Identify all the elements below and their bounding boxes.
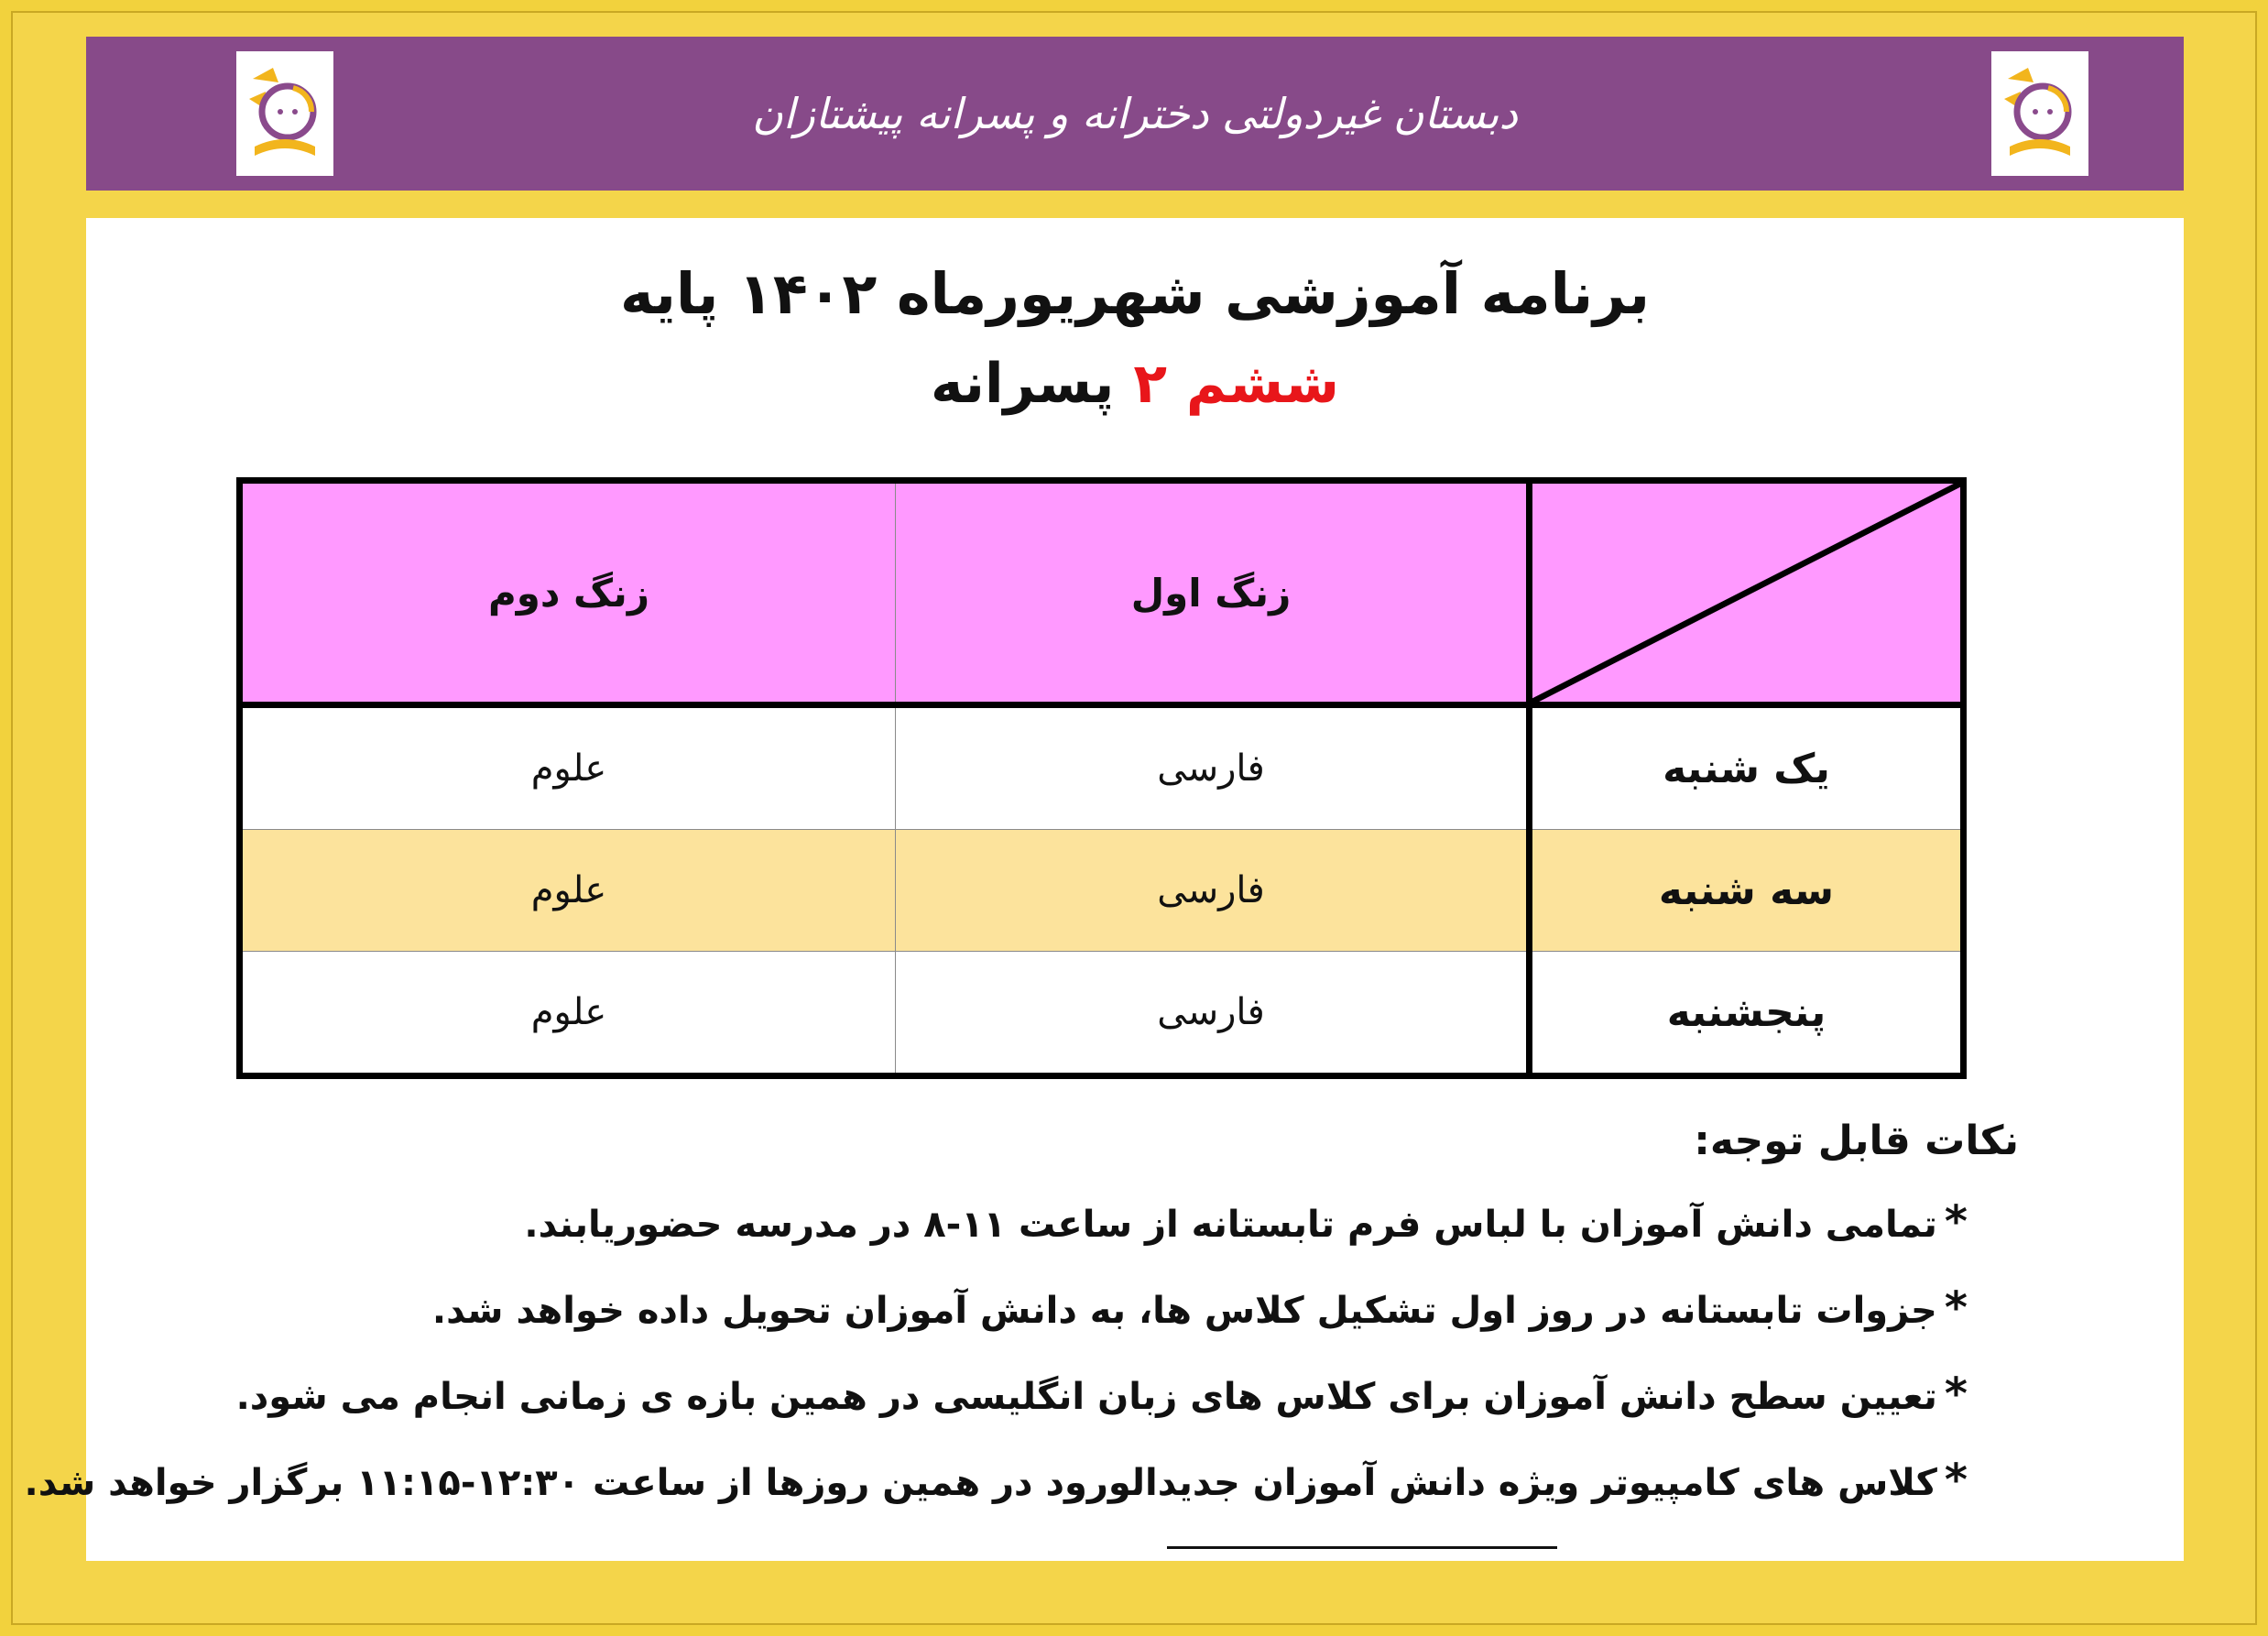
note-text: تعیین سطح دانش آموزان برای کلاس های زبان انگلیسی در همین بازه ی زمانی انجام می شود. (235, 1376, 1937, 1418)
day-cell: پنجشنبه (1530, 952, 1964, 1076)
gender-label: پسرانه (931, 352, 1115, 416)
day-cell: یک شنبه (1530, 705, 1964, 830)
schedule-table (236, 477, 1967, 1079)
school-logo-icon (1991, 51, 2088, 176)
note-text: جزوات تابستانه در روز اول تشکیل کلاس ها، به دانش آموزان تحویل داده خواهد شد. (431, 1290, 1937, 1332)
note-item (432, 1282, 1968, 1334)
subject-cell: فارسی (896, 830, 1530, 952)
diagonal-line (1532, 484, 1960, 702)
note-item (236, 1369, 1968, 1420)
table-row (240, 830, 1964, 952)
page-subtitle (86, 352, 2184, 416)
subject-cell: علوم (240, 952, 896, 1076)
day-cell: سه شنبه (1530, 830, 1964, 952)
header-first-bell: زنگ اول (896, 481, 1530, 705)
asterisk-icon: * (1944, 1369, 1968, 1420)
subject-cell: علوم (240, 705, 896, 830)
asterisk-icon: * (1944, 1455, 1968, 1506)
corner-cell (1530, 481, 1964, 705)
asterisk-icon: * (1944, 1196, 1968, 1248)
table-row (240, 952, 1964, 1076)
page-title: برنامه آموزشی شهریورماه ۱۴۰۲ پایه (619, 260, 1651, 327)
header-banner (86, 37, 2184, 191)
subject-cell: فارسی (896, 705, 1530, 830)
note-item (524, 1196, 1968, 1248)
grade-label: ششم ۲ (1133, 352, 1339, 416)
underline (1167, 1546, 1557, 1549)
header-second-bell: زنگ دوم (240, 481, 896, 705)
note-item (25, 1455, 1968, 1506)
notes-heading: نکات قابل توجه: (1694, 1118, 2019, 1164)
subject-cell: علوم (240, 830, 896, 952)
table-header-row (240, 481, 1964, 705)
subject-cell: فارسی (896, 952, 1530, 1076)
note-text: تمامی دانش آموزان با لباس فرم تابستانه از ساعت ۱۱-۸ در مدرسه حضوریابند. (524, 1204, 1937, 1246)
asterisk-icon: * (1944, 1282, 1968, 1334)
note-text: کلاس های کامپیوتر ویژه دانش آموزان جدیدالورود در همین روزها از ساعت ۱۲:۳۰-۱۱:۱۵ برگزار خواهد شد. (24, 1462, 1937, 1504)
content-panel (24, 218, 2184, 1561)
table-row (240, 705, 1964, 830)
school-name: دبستان غیردولتی دخترانه و پسرانه پیشتازان (752, 89, 1518, 138)
